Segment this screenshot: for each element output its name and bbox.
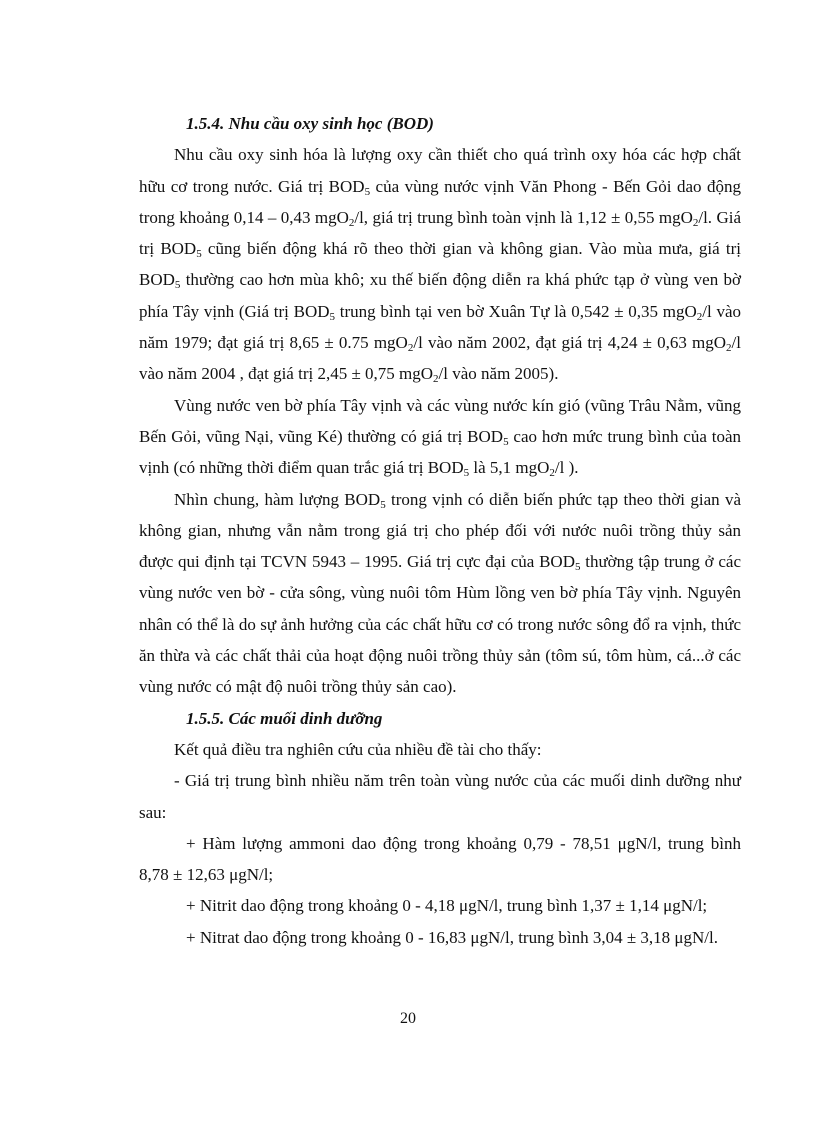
paragraph-summary	[139, 484, 741, 703]
subscript: 5	[380, 498, 386, 511]
subscript: 5	[574, 561, 581, 574]
subscript: 5	[174, 279, 181, 292]
text-run: là 5,1 mgO	[469, 458, 550, 478]
subscript: 2	[348, 216, 355, 229]
text-run: /l ).	[554, 458, 579, 478]
text-run: Nhìn chung, hàm lượng BOD	[174, 489, 381, 509]
text-run: cao hơn mức trung bình của toàn vịnh (có những thời điểm quan trắc giá trị BOD	[139, 426, 742, 478]
paragraph-west-coast	[139, 390, 741, 484]
text-run: trong vịnh có diễn biến phức tạp theo thời gian và không gian, nhưng vẫn nằm trong giá trị cho phép đối với nước nuôi trồng thủy sản được qui định tại TCVN 5943 – 1995. Giá trị cực đại của BOD	[139, 489, 741, 572]
subscript: 2	[549, 467, 555, 480]
text-run: /l, giá trị trung bình toàn vịnh là 1,12 ± 0,55 mgO	[354, 207, 693, 227]
page-number: 20	[400, 1010, 416, 1027]
text-run: Nhu cầu oxy sinh hóa là lượng oxy cần thiết cho quá trình oxy hóa các hợp chất hữu cơ trong nước. Giá trị BOD	[139, 145, 741, 196]
subscript: 5	[329, 310, 336, 323]
document-body	[139, 108, 741, 953]
list-item-nitrite: + Nitrit dao động trong khoảng 0 - 4,18 μgN/l, trung bình 1,37 ± 1,14 μgN/l;	[186, 896, 708, 916]
subscript: 5	[463, 467, 470, 480]
subscript: 5	[503, 435, 509, 448]
subscript: 2	[696, 310, 703, 323]
text-run: của vùng nước vịnh Văn Phong - Bến Gỏi dao động trong khoảng 0,14 – 0,43 mgO	[139, 176, 741, 227]
subscript: 2	[726, 342, 732, 355]
paragraph-average-values: - Giá trị trung bình nhiều năm trên toàn vùng nước của các muối dinh dưỡng như sau:	[139, 771, 741, 822]
paragraph-survey-results: Kết quả điều tra nghiên cứu của nhiều đề tài cho thấy:	[174, 739, 542, 759]
text-run: /l vào năm 2004 , đạt giá trị 2,45 ± 0,75 mgO	[139, 333, 741, 384]
text-run: /l. Giá trị BOD	[139, 207, 741, 259]
subscript: 5	[196, 248, 202, 261]
list-item-nitrate: + Nitrat dao động trong khoảng 0 - 16,83 μgN/l, trung bình 3,04 ± 3,18 μgN/l.	[186, 927, 718, 947]
text-run: /l vào năm 1979; đạt giá trị 8,65 ± 0.75 mgO	[139, 301, 741, 353]
text-run: Vùng nước ven bờ phía Tây vịnh và các vùng nước kín gió (vũng Trâu Nằm, vũng Bến Gỏi, vũng Nại, vũng Ké) thường có giá trị BOD	[139, 395, 741, 446]
text-run: /l vào năm 2002, đạt giá trị 4,24 ± 0,63 mgO	[413, 333, 727, 353]
section-heading-1-5-4: 1.5.4. Nhu cầu oxy sinh học (BOD)	[186, 114, 434, 133]
list-item-ammonium: + Hàm lượng ammoni dao động trong khoảng 0,79 - 78,51 μgN/l, trung bình 8,78 ± 12,63 μgN/l;	[139, 833, 741, 885]
subscript: 2	[433, 373, 439, 386]
subscript: 2	[692, 216, 699, 229]
text-run: trung bình tại ven bờ Xuân Tự là 0,542 ± 0,35 mgO	[335, 301, 697, 321]
subscript: 5	[364, 185, 371, 198]
paragraph-bod-definition	[139, 139, 741, 389]
subscript: 2	[407, 342, 414, 355]
text-run: thường cao hơn mùa khô; xu thế biến động diễn ra khá phức tạp ở vùng ven bờ phía Tây vịnh (Giá trị BOD	[139, 270, 741, 321]
text-run: /l vào năm 2005).	[438, 364, 559, 384]
text-run: cũng biến động khá rõ theo thời gian và không gian. Vào mùa mưa, giá trị BOD	[139, 239, 742, 290]
section-heading-1-5-5: 1.5.5. Các muối dinh dưỡng	[186, 708, 383, 728]
text-run: thường tập trung ở các vùng nước ven bờ - cửa sông, vùng nuôi tôm Hùm lồng ven bờ phía Tây vịnh. Nguyên nhân có thể là do sự ảnh hưởng của các chất hữu cơ có trong nước sông đổ ra vịnh, thức ăn thừa và các chất thải của hoạt động nuôi trồng thủy sản (tôm sú, tôm hùm, cá...ở các vùng nước có mật độ nuôi trồng thủy sản cao).	[139, 552, 741, 697]
